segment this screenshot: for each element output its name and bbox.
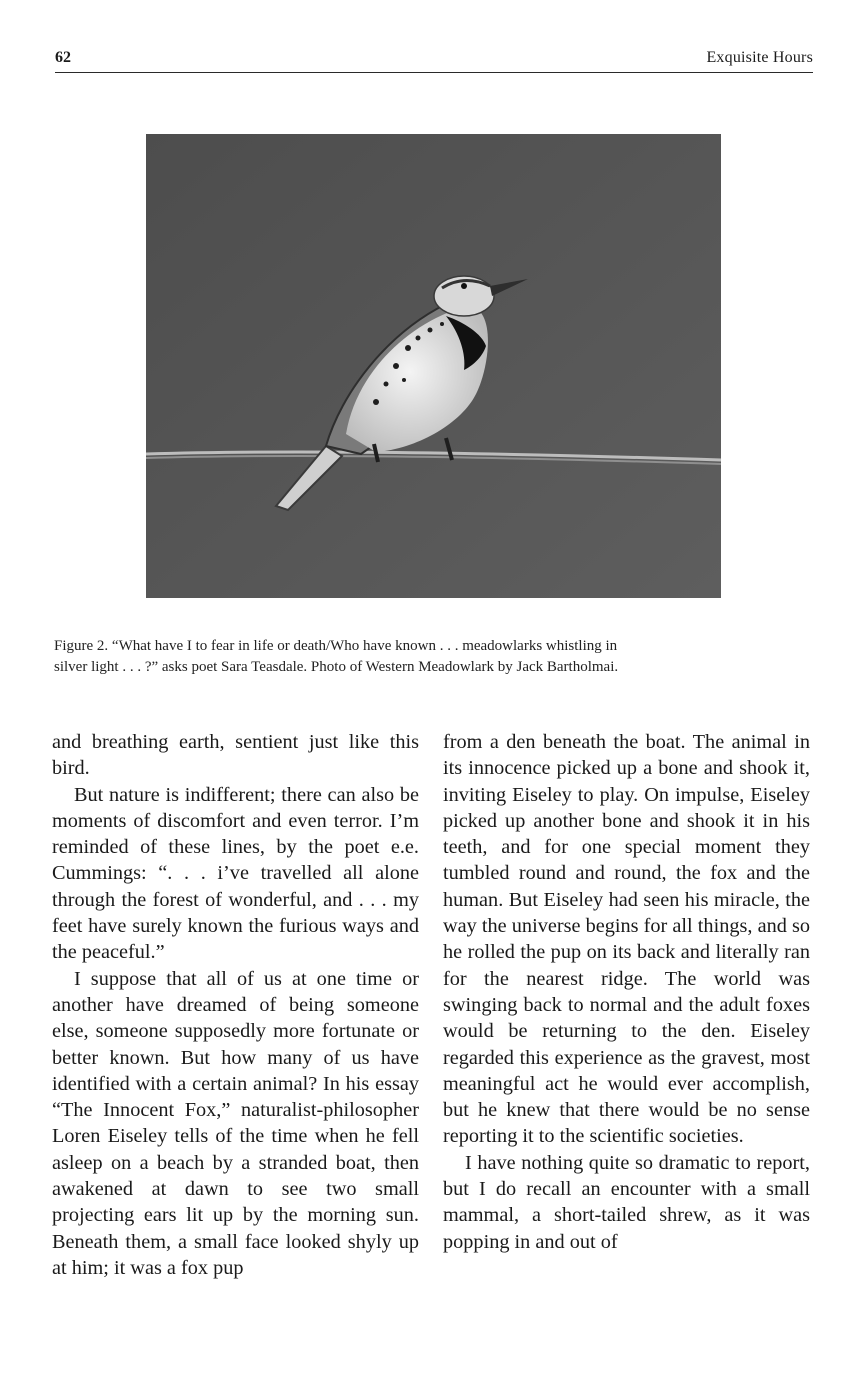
- page-number: 62: [55, 49, 71, 66]
- running-head: Exquisite Hours: [706, 49, 813, 66]
- text-column-left: [52, 729, 419, 1281]
- paragraph: I suppose that all of us at one time or another have dreamed of being someone else, someone supposedly more fortunate or better known. But how many of us have identified with a certain animal? In his essay “The Innocent Fox,” naturalist-philosopher Loren Eiseley tells of the time when he fell asleep on a beach by a stranded boat, then awakened at dawn to see two small projecting ears lit up by the morning sun. Beneath them, a small face looked shyly up at him; it was a fox pup: [52, 967, 419, 1279]
- bird-eye: [461, 283, 467, 289]
- paragraph: I have nothing quite so dramatic to report, but I do recall an encounter with a small mammal, a short-tailed shrew, as it was popping in and out of: [443, 1151, 810, 1253]
- meadowlark-photo: [146, 134, 721, 598]
- caption-line: silver light . . . ?” asks poet Sara Teasdale. Photo of Western Meadowlark by Jack Bartholmai.: [54, 659, 619, 675]
- text-column-right: [443, 729, 810, 1255]
- caption-line: Figure 2. “What have I to fear in life or death/Who have known . . . meadowlarks whistling in: [54, 638, 618, 654]
- page-header: [55, 46, 813, 73]
- paragraph: from a den beneath the boat. The animal in its innocence picked up a bone and shook it, inviting Eiseley to play. On impulse, Eiseley picked up another bone and shook it in his teeth, and for one special moment they tumbled round and round, the fox and the human. But Eiseley had seen his miracle, the way the universe begins for all things, and so he rolled the pup on its back and literally ran for the nearest ridge. The world was swinging back to normal and the adult foxes would be returning to the den. Eiseley regarded this experience as the gravest, most meaningful act he would ever accomplish, but he knew that there would be no sense reporting it to the scientific societies.: [443, 731, 810, 1148]
- figure-caption: [54, 636, 814, 678]
- paragraph: But nature is indifferent; there can also be moments of discomfort and even terror. I’m reminded of these lines, by the poet e.e. Cummings: “. . . i’ve travelled all alone through the forest of wonderful, and . . . my feet have surely known the furious ways and the peaceful.”: [52, 783, 419, 964]
- paragraph: and breathing earth, sentient just like this bird.: [52, 731, 419, 780]
